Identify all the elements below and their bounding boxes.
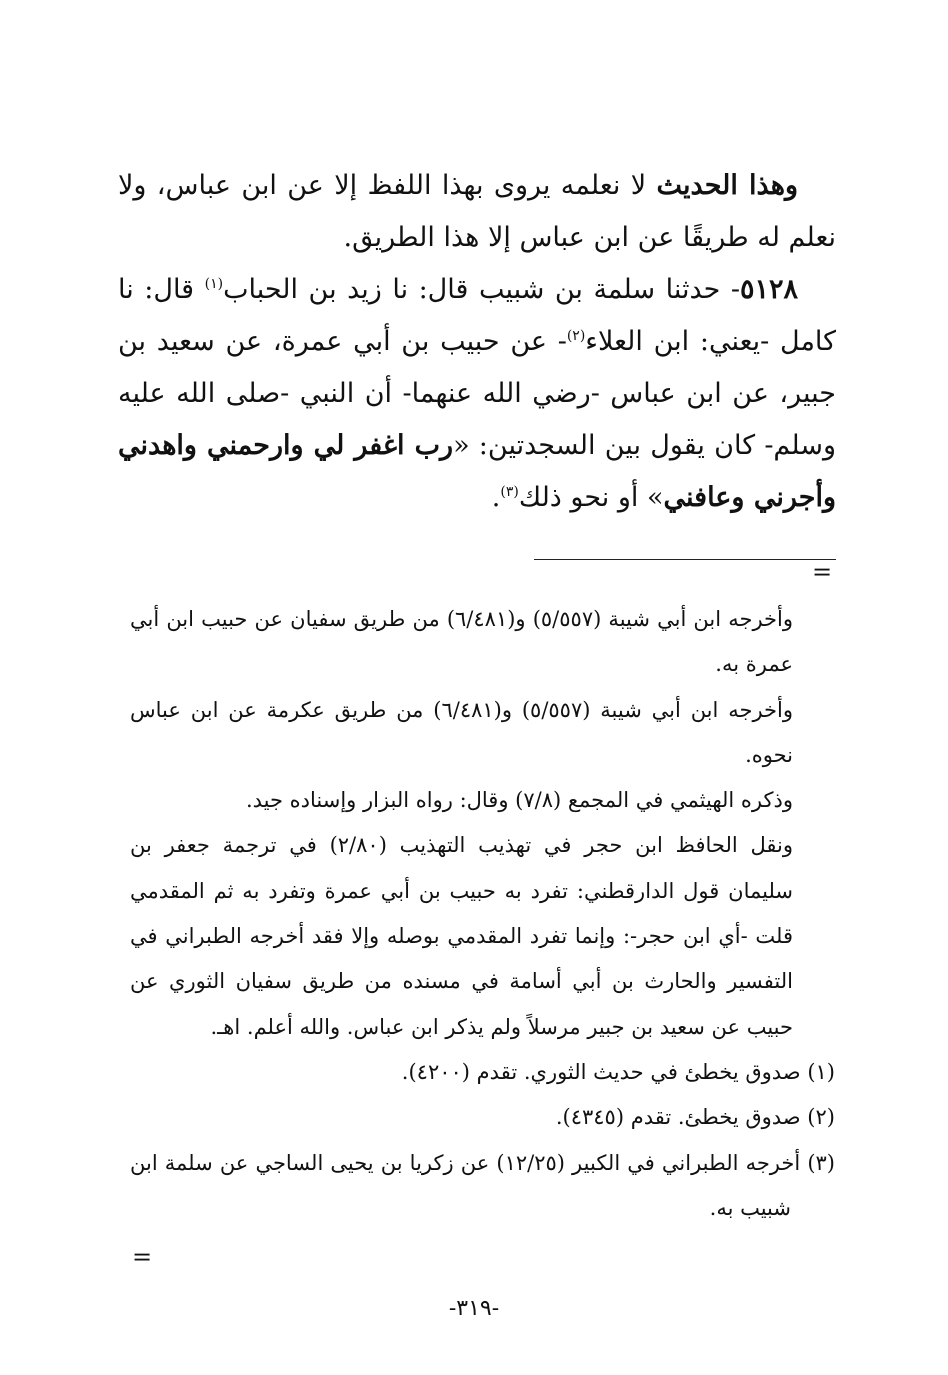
note-continued-1: وأخرجه ابن أبي شيبة (٥/٥٥٧) و(٦/٤٨١) من طريق سفيان عن حبيب ابن أبي عمرة به. xyxy=(130,607,793,677)
page-number: -٣١٩- xyxy=(448,1296,500,1321)
main-text xyxy=(118,160,836,524)
footnote-ref-2: (٢) xyxy=(566,328,586,344)
hadith-text-end: . xyxy=(491,482,501,513)
continuation-mark-bottom: = xyxy=(131,1243,153,1271)
hadith-5128 xyxy=(118,264,836,524)
note-continued-4: ونقل الحافظ ابن حجر في تهذيب التهذيب (٢/٨٠) في ترجمة جعفر بن سليمان قول الدارقطني: تفرد به حبيب بن أبي عمرة وتفرد به ثم المقدمي قلت -أي ابن حجر-: وإنما تفرد المقدمي بوصله وإلا فقد أخرجه الطبراني في التفسير والحارث بن أبي أسامة في مسنده من طريق سفيان الثوري عن حبيب عن سعيد بن جبير مرسلاً ولم يذكر ابن عباس. والله أعلم. اهـ. xyxy=(130,833,793,1039)
note-continued-3: وذكره الهيثمي في المجمع (٧/٨) وقال: رواه البزار وإسناده جيد. xyxy=(245,788,793,813)
paragraph-1 xyxy=(118,160,836,264)
paragraph-1-lead: وهذا الحديث xyxy=(656,170,798,201)
dua-text: رب اغفر لي وارحمني واهدني وأجرني وعافني xyxy=(118,430,836,513)
paragraph-1-body: لا نعلمه يروى بهذا اللفظ إلا عن ابن عباس، ولا نعلم له طريقًا عن ابن عباس إلا هذا الطريق. xyxy=(118,170,836,253)
hadith-text-a: - حدثنا سلمة بن شبيب قال: نا زيد بن الحباب xyxy=(223,274,740,305)
footnote-2: (٢) صدوق يخطئ. تقدم (٤٣٤٥). xyxy=(555,1105,835,1130)
hadith-text-b: قال: نا كامل -يعني: ابن العلاء xyxy=(118,274,836,357)
footnote-ref-1: (١) xyxy=(204,276,224,292)
hadith-number: ٥١٢٨ xyxy=(739,274,798,305)
note-continued-2: وأخرجه ابن أبي شيبة (٥/٥٥٧) و(٦/٤٨١) من طريق عكرمة عن ابن عباس نحوه. xyxy=(130,697,793,767)
footnotes xyxy=(130,597,835,1231)
footnote-ref-3: (٣) xyxy=(500,484,519,500)
footnote-3: (٣) أخرجه الطبراني في الكبير (١٢/٢٥) عن زكريا بن يحيى الساجي عن سلمة ابن شبيب به. xyxy=(130,1150,835,1220)
hadith-text-d: » أو نحو ذلك xyxy=(518,482,664,513)
footnote-1: (١) صدوق يخطئ في حديث الثوري. تقدم (٤٢٠٠). xyxy=(401,1059,835,1084)
hadith-text-c: - عن حبيب بن أبي عمرة، عن سعيد بن جبير، عن ابن عباس -رضي الله عنهما- أن النبي -صلى الله عليه وسلم- كان يقول بين السجدتين: « xyxy=(118,326,837,461)
continuation-mark-top: = xyxy=(811,558,833,586)
footnote-separator xyxy=(534,559,836,560)
